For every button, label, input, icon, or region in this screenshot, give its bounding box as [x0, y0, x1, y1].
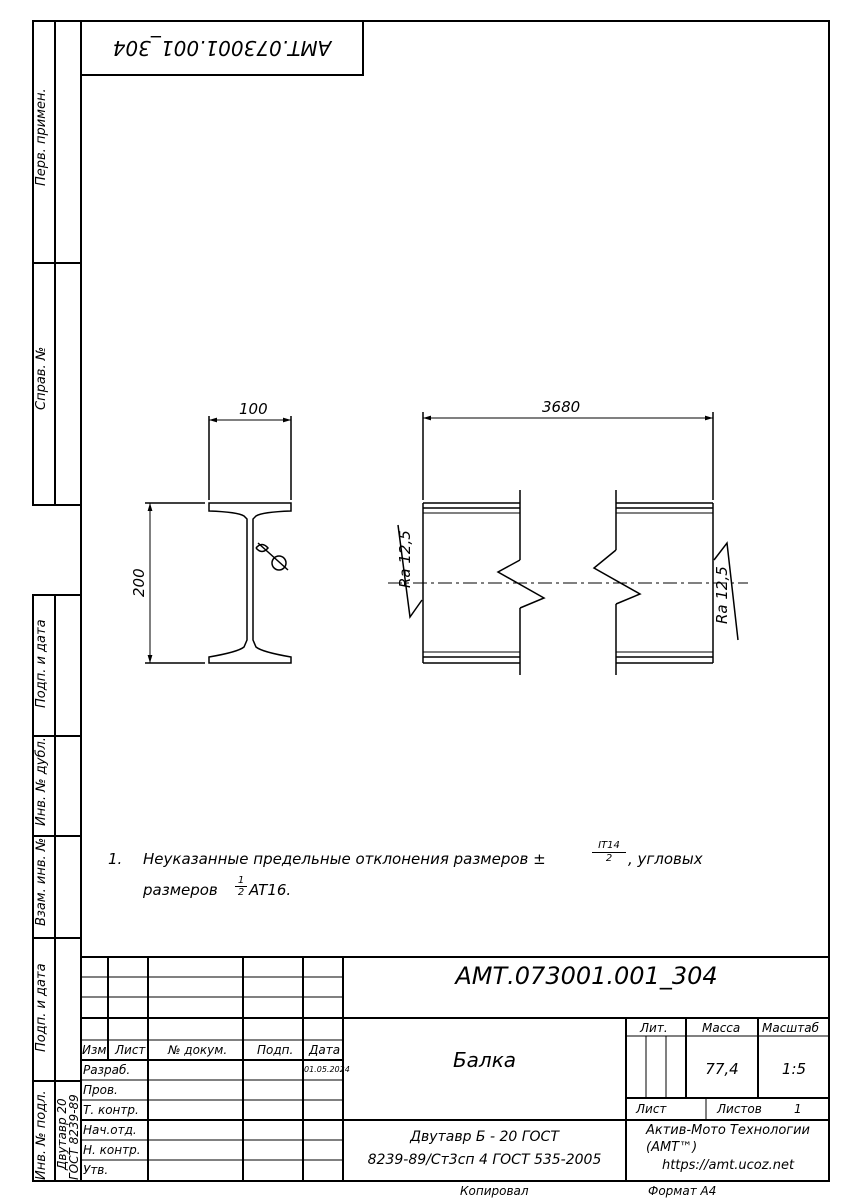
role-t-kontr: Т. контр.: [83, 1103, 139, 1117]
roughness-right: Ra 12,5: [713, 566, 731, 624]
tb-list-label: Лист: [636, 1102, 667, 1116]
role-nach-otd: Нач.отд.: [83, 1123, 137, 1137]
hdr-list: Лист: [115, 1043, 146, 1057]
tb-company-2: (АМТ™): [646, 1140, 698, 1155]
note-line2: размеров: [143, 881, 218, 899]
side-label-sprav-no: Справ. №: [34, 346, 49, 410]
tb-listov-label: Листов: [717, 1102, 762, 1116]
top-stamp-text: АМТ.073001.001_304: [112, 36, 332, 60]
tb-company-1: Актив-Мото Технологии: [645, 1123, 811, 1138]
side-label-inv-podl: Инв. № подл.: [34, 1090, 49, 1180]
footer-kopiroval: Копировал: [460, 1184, 529, 1198]
tb-date-value: 01.05.2024: [304, 1065, 350, 1074]
tb-masshtab-value: 1:5: [781, 1060, 807, 1078]
note-half: [235, 875, 247, 898]
note-line1-tail: , угловых: [628, 850, 703, 868]
side-label-podp-data-2: Подп. и дата: [34, 963, 49, 1052]
tb-massa-label: Масса: [702, 1021, 741, 1035]
side-label-perv-primen: Перв. примен.: [34, 88, 49, 186]
roughness-left: Ra 12,5: [396, 530, 414, 588]
ibeam-section: [145, 416, 291, 663]
tb-part-name: Балка: [452, 1048, 517, 1072]
tb-masshtab-label: Масштаб: [762, 1021, 820, 1035]
tb-listov-value: 1: [794, 1102, 802, 1116]
tb-massa-value: 77,4: [705, 1060, 739, 1078]
hdr-izm: Изм.: [82, 1043, 111, 1057]
tb-material-1: Двутавр Б - 20 ГОСТ: [410, 1129, 559, 1145]
note-fraction-den: 2: [605, 853, 613, 864]
note-fraction: [592, 840, 626, 865]
side-inv-value-2: ГОСТ 8239-89: [67, 1094, 81, 1180]
tb-material-2: 8239-89/Ст3сп 4 ГОСТ 535-2005: [367, 1152, 602, 1168]
footer-format: Формат А4: [648, 1184, 717, 1198]
tb-company-url: https://amt.ucoz.net: [661, 1158, 795, 1173]
hdr-podp: Подп.: [257, 1043, 294, 1057]
side-label-inv-dubl: Инв. № дубл.: [34, 737, 49, 826]
side-label-vzam-inv: Взам. инв. №: [34, 837, 49, 926]
dim-height: 200: [130, 568, 148, 597]
role-razrab: Разраб.: [83, 1063, 131, 1077]
note-line1: Неуказанные предельные отклонения размеров ±: [143, 850, 546, 868]
tb-designation: АМТ.073001.001_304: [455, 962, 718, 990]
dim-length: 3680: [542, 398, 581, 416]
dim-width: 100: [239, 400, 268, 418]
note-fraction-num: IT14: [592, 840, 626, 853]
note-half-num: 1: [235, 875, 247, 887]
side-inv-value-1: Двутавр 20: [55, 1098, 69, 1170]
beam-side-view: [388, 412, 748, 675]
tb-lit-label: Лит.: [640, 1021, 668, 1035]
hdr-data: Дата: [309, 1043, 341, 1057]
hdr-n-dokum: № докум.: [168, 1043, 228, 1057]
note-line2-tail: AT16.: [249, 881, 292, 899]
role-prov: Пров.: [83, 1083, 118, 1097]
role-utv: Утв.: [83, 1163, 109, 1177]
role-n-kontr: Н. контр.: [83, 1143, 141, 1157]
side-label-podp-data-1: Подп. и дата: [34, 619, 49, 708]
note-number: 1.: [108, 850, 123, 868]
note-half-den: 2: [237, 887, 245, 898]
